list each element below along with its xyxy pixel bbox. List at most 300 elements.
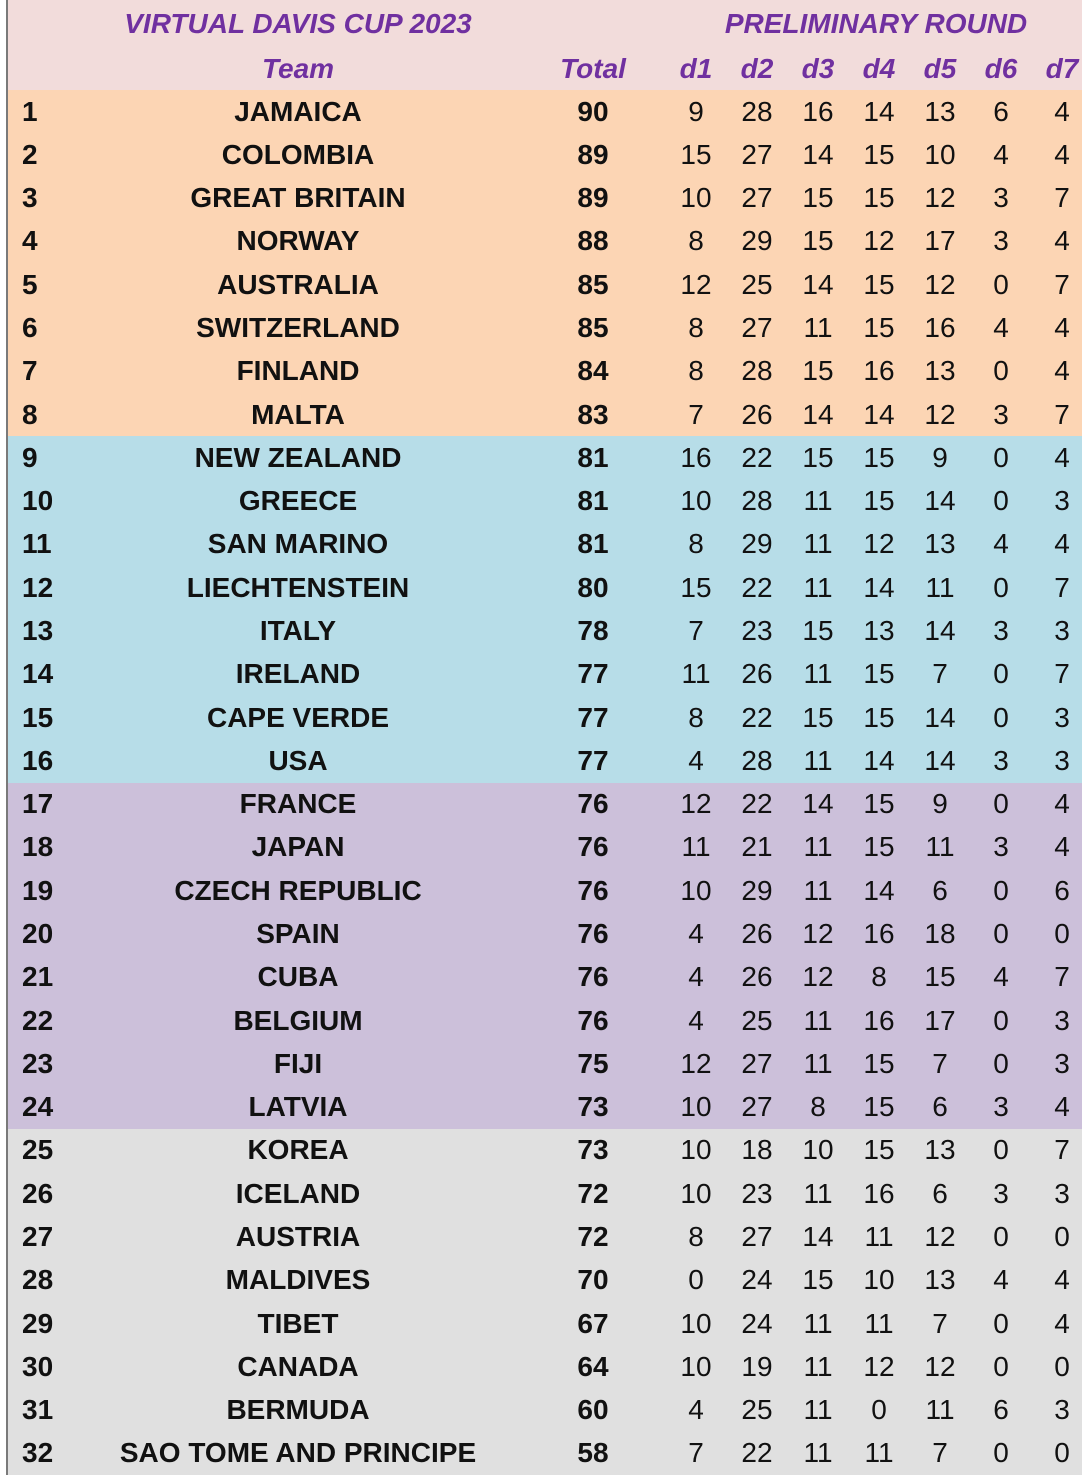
day-4-cell: 15 (863, 312, 895, 344)
table-row (8, 306, 1082, 349)
day-1-cell: 12 (680, 1047, 712, 1079)
day-6-cell: 3 (993, 615, 1009, 647)
day-7-cell: 7 (1054, 571, 1070, 603)
team-cell: CUBA (257, 961, 339, 993)
day-6-cell: 3 (993, 398, 1009, 430)
total-cell: 83 (577, 398, 609, 430)
rank-cell: 2 (22, 138, 38, 170)
day-5-cell: 6 (932, 1177, 948, 1209)
rank-cell: 31 (22, 1394, 54, 1426)
rank-cell: 19 (22, 874, 54, 906)
day-7-cell: 6 (1054, 874, 1070, 906)
table-row (8, 1432, 1082, 1475)
day-4-cell: 10 (863, 1264, 895, 1296)
day-6-cell: 0 (993, 1047, 1009, 1079)
day-4-cell: 15 (863, 1091, 895, 1123)
day-5-cell: 10 (924, 138, 956, 170)
day-4-cell: 8 (871, 961, 887, 993)
day-7-cell: 3 (1054, 1004, 1070, 1036)
day-6-cell: 3 (993, 744, 1009, 776)
col-header-d5: d5 (923, 53, 957, 84)
column-header-row (8, 48, 1082, 90)
day-5-cell: 7 (932, 658, 948, 690)
day-1-cell: 10 (680, 182, 712, 214)
total-cell: 72 (577, 1220, 609, 1252)
team-cell: LATVIA (248, 1091, 348, 1123)
rank-cell: 28 (22, 1264, 54, 1296)
day-4-cell: 12 (863, 528, 895, 560)
day-3-cell: 11 (803, 528, 833, 560)
day-5-cell: 13 (924, 1264, 956, 1296)
day-1-cell: 4 (688, 1394, 704, 1426)
day-7-cell: 4 (1054, 312, 1070, 344)
table-row (8, 1042, 1082, 1085)
total-cell: 85 (577, 312, 609, 344)
total-cell: 77 (577, 701, 609, 733)
total-cell: 76 (577, 874, 609, 906)
rank-cell: 23 (22, 1047, 54, 1079)
day-5-cell: 11 (925, 571, 955, 603)
day-2-cell: 29 (741, 528, 773, 560)
team-cell: SAN MARINO (207, 528, 389, 560)
table-row (8, 609, 1082, 652)
day-1-cell: 8 (688, 1220, 704, 1252)
day-3-cell: 15 (802, 701, 834, 733)
total-cell: 76 (577, 788, 609, 820)
day-4-cell: 15 (863, 1047, 895, 1079)
day-2-cell: 27 (741, 1047, 773, 1079)
team-cell: TIBET (257, 1307, 339, 1339)
total-cell: 84 (577, 355, 609, 387)
day-7-cell: 0 (1054, 1437, 1070, 1469)
day-7-cell: 7 (1054, 182, 1070, 214)
day-7-cell: 4 (1054, 1091, 1070, 1123)
day-7-cell: 4 (1054, 831, 1070, 863)
rank-cell: 26 (22, 1177, 54, 1209)
rank-cell: 5 (22, 268, 38, 300)
day-7-cell: 3 (1054, 615, 1070, 647)
day-2-cell: 18 (741, 1134, 773, 1166)
day-6-cell: 4 (993, 1264, 1009, 1296)
day-7-cell: 4 (1054, 528, 1070, 560)
rank-cell: 10 (22, 485, 54, 517)
total-cell: 90 (577, 95, 609, 127)
day-3-cell: 15 (802, 441, 834, 473)
team-cell: GREECE (238, 485, 358, 517)
team-cell: KOREA (247, 1134, 349, 1166)
table-row (8, 133, 1082, 176)
team-cell: USA (268, 744, 328, 776)
day-2-cell: 28 (741, 95, 773, 127)
day-1-cell: 8 (688, 355, 704, 387)
day-2-cell: 28 (741, 485, 773, 517)
day-1-cell: 10 (680, 485, 712, 517)
day-3-cell: 11 (803, 1350, 833, 1382)
day-7-cell: 4 (1054, 138, 1070, 170)
table-row (8, 480, 1082, 523)
team-cell: JAPAN (251, 831, 345, 863)
day-7-cell: 3 (1054, 1047, 1070, 1079)
day-3-cell: 11 (803, 1177, 833, 1209)
day-5-cell: 12 (924, 1350, 956, 1382)
day-4-cell: 16 (863, 1004, 895, 1036)
table-row (8, 696, 1082, 739)
day-7-cell: 4 (1054, 1264, 1070, 1296)
day-3-cell: 11 (803, 1437, 833, 1469)
day-3-cell: 14 (802, 138, 834, 170)
day-2-cell: 22 (741, 701, 773, 733)
day-7-cell: 4 (1054, 225, 1070, 257)
day-6-cell: 0 (993, 1437, 1009, 1469)
day-6-cell: 0 (993, 788, 1009, 820)
day-5-cell: 7 (932, 1047, 948, 1079)
day-4-cell: 15 (863, 138, 895, 170)
day-5-cell: 6 (932, 874, 948, 906)
day-5-cell: 18 (924, 917, 956, 949)
total-cell: 60 (577, 1394, 609, 1426)
day-4-cell: 14 (863, 744, 895, 776)
table-row (8, 220, 1082, 263)
table-row (8, 1172, 1082, 1215)
day-2-cell: 27 (741, 138, 773, 170)
day-3-cell: 11 (803, 1394, 833, 1426)
day-2-cell: 27 (741, 1220, 773, 1252)
day-3-cell: 11 (803, 874, 833, 906)
team-cell: IRELAND (235, 658, 361, 690)
day-2-cell: 22 (741, 1437, 773, 1469)
rank-cell: 18 (22, 831, 54, 863)
day-1-cell: 15 (680, 138, 712, 170)
total-cell: 81 (577, 485, 609, 517)
day-6-cell: 6 (993, 1394, 1009, 1426)
day-2-cell: 22 (741, 571, 773, 603)
day-3-cell: 12 (802, 961, 834, 993)
total-cell: 73 (577, 1134, 609, 1166)
rank-cell: 1 (22, 95, 38, 127)
table-row (8, 1345, 1082, 1388)
day-5-cell: 14 (924, 744, 956, 776)
table-row (8, 826, 1082, 869)
day-3-cell: 15 (802, 225, 834, 257)
rank-cell: 13 (22, 615, 54, 647)
day-3-cell: 11 (803, 658, 833, 690)
day-6-cell: 4 (993, 138, 1009, 170)
day-6-cell: 0 (993, 441, 1009, 473)
day-7-cell: 4 (1054, 1307, 1070, 1339)
day-5-cell: 14 (924, 701, 956, 733)
day-2-cell: 24 (741, 1307, 773, 1339)
team-cell: NEW ZEALAND (194, 441, 402, 473)
day-4-cell: 15 (863, 485, 895, 517)
day-3-cell: 15 (802, 355, 834, 387)
team-cell: MALTA (251, 398, 345, 430)
day-6-cell: 3 (993, 1177, 1009, 1209)
day-6-cell: 0 (993, 1134, 1009, 1166)
day-2-cell: 27 (741, 182, 773, 214)
col-header-d1: d1 (679, 53, 713, 84)
day-5-cell: 12 (924, 268, 956, 300)
day-5-cell: 13 (924, 1134, 956, 1166)
day-1-cell: 10 (680, 1350, 712, 1382)
rank-cell: 25 (22, 1134, 54, 1166)
day-2-cell: 23 (741, 1177, 773, 1209)
day-5-cell: 6 (932, 1091, 948, 1123)
day-6-cell: 4 (993, 528, 1009, 560)
day-2-cell: 29 (741, 225, 773, 257)
day-5-cell: 14 (924, 615, 956, 647)
day-6-cell: 4 (993, 961, 1009, 993)
day-3-cell: 11 (803, 571, 833, 603)
rank-cell: 6 (22, 312, 38, 344)
total-cell: 81 (577, 528, 609, 560)
day-4-cell: 15 (863, 441, 895, 473)
day-4-cell: 16 (863, 355, 895, 387)
day-3-cell: 11 (803, 1307, 833, 1339)
day-7-cell: 0 (1054, 1350, 1070, 1382)
day-7-cell: 7 (1054, 268, 1070, 300)
day-6-cell: 0 (993, 571, 1009, 603)
day-1-cell: 10 (680, 1307, 712, 1339)
day-5-cell: 12 (924, 398, 956, 430)
day-1-cell: 15 (680, 571, 712, 603)
day-5-cell: 11 (925, 831, 955, 863)
rank-cell: 32 (22, 1437, 54, 1469)
total-cell: 80 (577, 571, 609, 603)
day-1-cell: 11 (681, 658, 711, 690)
day-1-cell: 11 (681, 831, 711, 863)
day-1-cell: 8 (688, 528, 704, 560)
day-7-cell: 3 (1054, 1177, 1070, 1209)
day-7-cell: 7 (1054, 398, 1070, 430)
day-2-cell: 27 (741, 1091, 773, 1123)
day-2-cell: 26 (741, 917, 773, 949)
day-7-cell: 4 (1054, 355, 1070, 387)
round-title: PRELIMINARY ROUND (724, 8, 1028, 39)
total-cell: 67 (577, 1307, 609, 1339)
total-cell: 58 (577, 1437, 609, 1469)
day-5-cell: 9 (932, 788, 948, 820)
rank-cell: 12 (22, 571, 54, 603)
day-7-cell: 7 (1054, 961, 1070, 993)
rank-cell: 29 (22, 1307, 54, 1339)
team-cell: SAO TOME AND PRINCIPE (119, 1437, 477, 1469)
rank-cell: 9 (22, 441, 38, 473)
total-cell: 85 (577, 268, 609, 300)
day-7-cell: 3 (1054, 1394, 1070, 1426)
total-cell: 77 (577, 658, 609, 690)
day-7-cell: 0 (1054, 917, 1070, 949)
day-3-cell: 14 (802, 268, 834, 300)
day-1-cell: 12 (680, 788, 712, 820)
day-6-cell: 0 (993, 917, 1009, 949)
day-1-cell: 7 (688, 615, 704, 647)
sheet-title: VIRTUAL DAVIS CUP 2023 (124, 8, 472, 39)
day-3-cell: 11 (803, 485, 833, 517)
day-1-cell: 10 (680, 874, 712, 906)
team-cell: FINLAND (236, 355, 360, 387)
day-3-cell: 15 (802, 1264, 834, 1296)
day-2-cell: 26 (741, 961, 773, 993)
day-6-cell: 3 (993, 1091, 1009, 1123)
table-row (8, 869, 1082, 912)
day-1-cell: 10 (680, 1134, 712, 1166)
team-cell: COLOMBIA (221, 138, 375, 170)
total-cell: 72 (577, 1177, 609, 1209)
day-2-cell: 26 (741, 658, 773, 690)
day-3-cell: 10 (802, 1134, 834, 1166)
table-row (8, 783, 1082, 826)
col-header-d7: d7 (1045, 53, 1079, 84)
table-row (8, 90, 1082, 133)
team-cell: ITALY (259, 615, 337, 647)
day-4-cell: 13 (863, 615, 895, 647)
day-1-cell: 8 (688, 312, 704, 344)
day-1-cell: 4 (688, 744, 704, 776)
day-4-cell: 11 (864, 1437, 894, 1469)
day-6-cell: 0 (993, 701, 1009, 733)
day-4-cell: 15 (863, 701, 895, 733)
day-2-cell: 19 (741, 1350, 773, 1382)
table-row (8, 956, 1082, 999)
day-6-cell: 0 (993, 658, 1009, 690)
day-2-cell: 28 (741, 744, 773, 776)
day-6-cell: 0 (993, 1004, 1009, 1036)
day-4-cell: 14 (863, 571, 895, 603)
day-5-cell: 14 (924, 485, 956, 517)
team-cell: NORWAY (236, 225, 360, 257)
day-4-cell: 16 (863, 1177, 895, 1209)
day-6-cell: 6 (993, 95, 1009, 127)
total-cell: 76 (577, 961, 609, 993)
total-cell: 77 (577, 744, 609, 776)
col-header-d3: d3 (801, 53, 835, 84)
day-7-cell: 3 (1054, 744, 1070, 776)
team-cell: AUSTRIA (235, 1220, 361, 1252)
day-4-cell: 14 (863, 874, 895, 906)
day-6-cell: 0 (993, 355, 1009, 387)
day-5-cell: 16 (924, 312, 956, 344)
table-row (8, 912, 1082, 955)
day-7-cell: 4 (1054, 441, 1070, 473)
table-row (8, 1259, 1082, 1302)
rank-cell: 7 (22, 355, 38, 387)
day-6-cell: 0 (993, 485, 1009, 517)
rank-cell: 22 (22, 1004, 54, 1036)
day-3-cell: 11 (803, 312, 833, 344)
day-2-cell: 24 (741, 1264, 773, 1296)
day-4-cell: 11 (864, 1220, 894, 1252)
total-cell: 75 (577, 1047, 609, 1079)
day-3-cell: 16 (802, 95, 834, 127)
day-1-cell: 10 (680, 1091, 712, 1123)
table-row (8, 1129, 1082, 1172)
day-1-cell: 7 (688, 1437, 704, 1469)
day-2-cell: 25 (741, 268, 773, 300)
team-cell: BERMUDA (226, 1394, 370, 1426)
day-4-cell: 16 (863, 917, 895, 949)
day-6-cell: 4 (993, 312, 1009, 344)
day-5-cell: 7 (932, 1307, 948, 1339)
day-6-cell: 0 (993, 268, 1009, 300)
rank-cell: 8 (22, 398, 38, 430)
table-row (8, 393, 1082, 436)
rank-cell: 20 (22, 917, 54, 949)
day-6-cell: 3 (993, 182, 1009, 214)
rank-cell: 17 (22, 788, 54, 820)
day-4-cell: 12 (863, 225, 895, 257)
day-7-cell: 0 (1054, 1220, 1070, 1252)
col-header-team: Team (261, 53, 335, 84)
team-cell: SWITZERLAND (196, 312, 400, 344)
table-row (8, 1215, 1082, 1258)
team-cell: AUSTRALIA (217, 268, 379, 300)
day-1-cell: 8 (688, 225, 704, 257)
day-5-cell: 17 (924, 1004, 956, 1036)
day-4-cell: 14 (863, 398, 895, 430)
day-6-cell: 0 (993, 1220, 1009, 1252)
day-7-cell: 3 (1054, 485, 1070, 517)
total-cell: 70 (577, 1264, 609, 1296)
team-cell: FIJI (273, 1047, 323, 1079)
day-2-cell: 25 (741, 1394, 773, 1426)
total-cell: 81 (577, 441, 609, 473)
day-1-cell: 10 (680, 1177, 712, 1209)
team-cell: ICELAND (235, 1177, 361, 1209)
table-row (8, 350, 1082, 393)
rank-cell: 15 (22, 701, 54, 733)
day-2-cell: 23 (741, 615, 773, 647)
day-5-cell: 7 (932, 1437, 948, 1469)
day-1-cell: 16 (680, 441, 712, 473)
table-row (8, 1388, 1082, 1431)
col-header-d6: d6 (984, 53, 1018, 84)
table-row (8, 263, 1082, 306)
day-2-cell: 25 (741, 1004, 773, 1036)
day-2-cell: 29 (741, 874, 773, 906)
team-cell: FRANCE (239, 788, 357, 820)
title-row (8, 0, 1082, 48)
table-row (8, 739, 1082, 782)
day-3-cell: 15 (802, 182, 834, 214)
rank-cell: 14 (22, 658, 54, 690)
rank-cell: 16 (22, 744, 54, 776)
day-2-cell: 28 (741, 355, 773, 387)
col-header-total: Total (560, 53, 626, 84)
team-cell: CAPE VERDE (206, 701, 390, 733)
day-1-cell: 0 (688, 1264, 704, 1296)
rank-cell: 4 (22, 225, 38, 257)
day-6-cell: 3 (993, 225, 1009, 257)
day-4-cell: 11 (864, 1307, 894, 1339)
total-cell: 64 (577, 1350, 609, 1382)
day-4-cell: 12 (863, 1350, 895, 1382)
total-cell: 88 (577, 225, 609, 257)
day-2-cell: 21 (741, 831, 773, 863)
rank-cell: 3 (22, 182, 38, 214)
total-cell: 89 (577, 182, 609, 214)
day-5-cell: 13 (924, 355, 956, 387)
day-1-cell: 4 (688, 961, 704, 993)
day-4-cell: 15 (863, 268, 895, 300)
rank-cell: 30 (22, 1350, 54, 1382)
day-5-cell: 12 (924, 182, 956, 214)
total-cell: 78 (577, 615, 609, 647)
day-3-cell: 11 (803, 744, 833, 776)
rank-cell: 11 (22, 528, 52, 560)
rank-cell: 24 (22, 1091, 54, 1123)
col-header-d2: d2 (740, 53, 774, 84)
day-6-cell: 0 (993, 1307, 1009, 1339)
